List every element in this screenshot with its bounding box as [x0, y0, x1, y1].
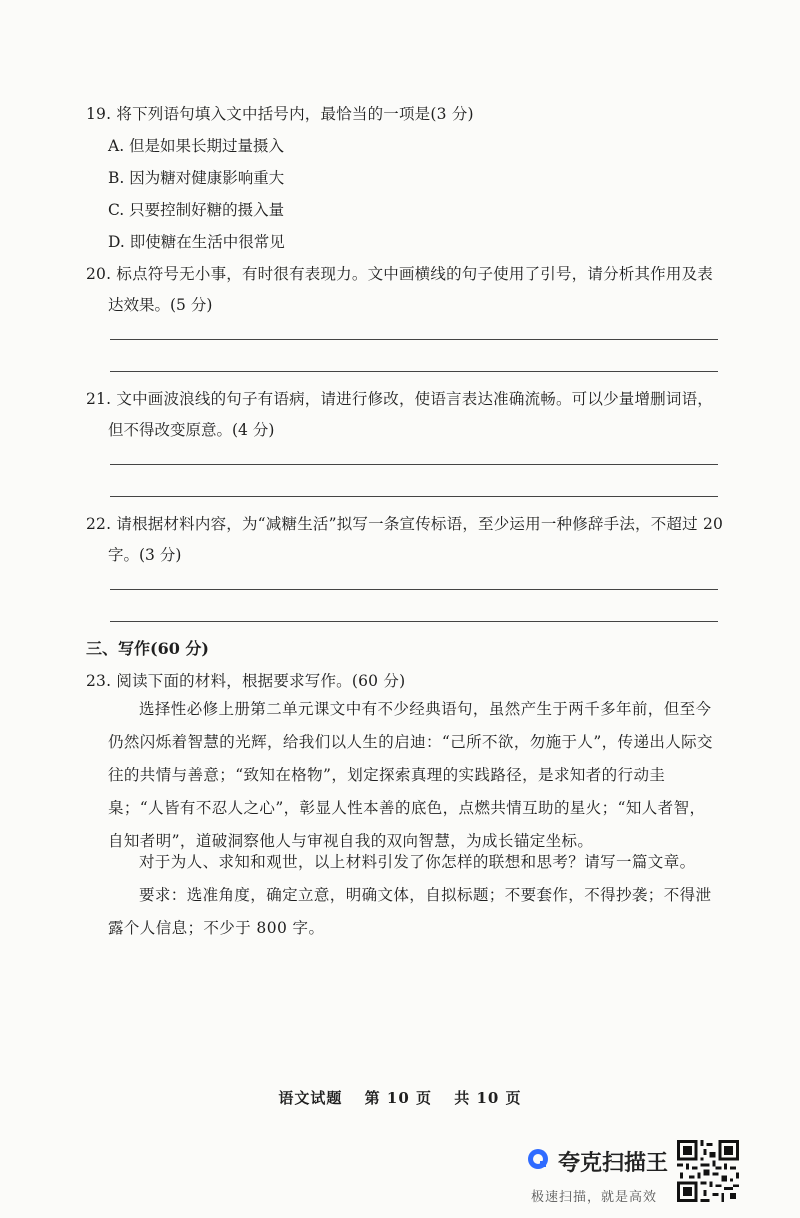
q19-option-d: D. 即使糖在生活中很常见 [108, 233, 285, 251]
q20-answer-line-2[interactable] [110, 371, 718, 372]
q23-requirements [108, 879, 720, 945]
q21-answer-line-2[interactable] [110, 496, 718, 497]
q22-answer-line-1[interactable] [110, 589, 718, 590]
q23-prompt-text: 对于为人、求知和观世，以上材料引发了你怎样的联想和思考？请写一篇文章。 [139, 853, 696, 871]
q22-answer-line-2[interactable] [110, 621, 718, 622]
q21-stem-line2: 但不得改变原意。(4 分) [108, 421, 275, 439]
q19-option-c: C. 只要控制好糖的摄入量 [108, 201, 285, 219]
q19-option-a: A. 但是如果长期过量摄入 [108, 137, 285, 155]
q23-prompt [108, 846, 720, 879]
q23-requirements-text: 要求：选准角度，确定立意，明确文体，自拟标题；不要套作，不得抄袭；不得泄露个人信息；不少于 800 字。 [108, 886, 712, 937]
q23-material-text: 选择性必修上册第二单元课文中有不少经典语句，虽然产生于两千多年前，但至今仍然闪烁着智慧的光辉，给我们以人生的启迪：“己所不欲，勿施于人”，传递出人际交往的共情与善意；“致知在格物”，划定探索真理的实践路径，是求知者的行动圭臬；“人皆有不忍人之心”，彰显人性本善的底色，点燃共情互助的星火；“知人者智，自知者明”，道破洞察他人与审视自我的双向智慧，为成长锚定坐标。 [108, 700, 713, 850]
qr-code-icon [677, 1140, 739, 1202]
q21-stem-line1: 21. 文中画波浪线的句子有语病，请进行修改，使语言表达准确流畅。可以少量增删词语， [86, 390, 713, 408]
q22-stem-line2: 字。(3 分) [108, 546, 182, 564]
q19-option-b: B. 因为糖对健康影响重大 [108, 169, 285, 187]
footer-subject: 语文试题 [278, 1089, 343, 1107]
q21-answer-line-1[interactable] [110, 464, 718, 465]
footer-total: 共 10 页 [454, 1089, 522, 1107]
watermark-brand-name: 夸克扫描王 [558, 1151, 669, 1176]
q20-stem-line2: 达效果。(5 分) [108, 296, 213, 314]
q20-answer-line-1[interactable] [110, 339, 718, 340]
quark-logo-icon [526, 1147, 550, 1171]
section-3-title: 三、写作(60 分) [86, 639, 209, 658]
q22-stem-line1: 22. 请根据材料内容，为“减糖生活”拟写一条宣传标语，至少运用一种修辞手法，不超过 20 [86, 515, 724, 533]
q23-material [108, 693, 720, 858]
q23-stem: 23. 阅读下面的材料，根据要求写作。(60 分) [86, 672, 406, 690]
page-footer [0, 1087, 800, 1108]
q20-stem-line1: 20. 标点符号无小事，有时很有表现力。文中画横线的句子使用了引号，请分析其作用及表 [86, 265, 713, 283]
q19-stem: 19. 将下列语句填入文中括号内，最恰当的一项是(3 分) [86, 105, 474, 123]
watermark-slogan: 极速扫描，就是高效 [531, 1190, 658, 1205]
footer-page: 第 10 页 [364, 1089, 432, 1107]
